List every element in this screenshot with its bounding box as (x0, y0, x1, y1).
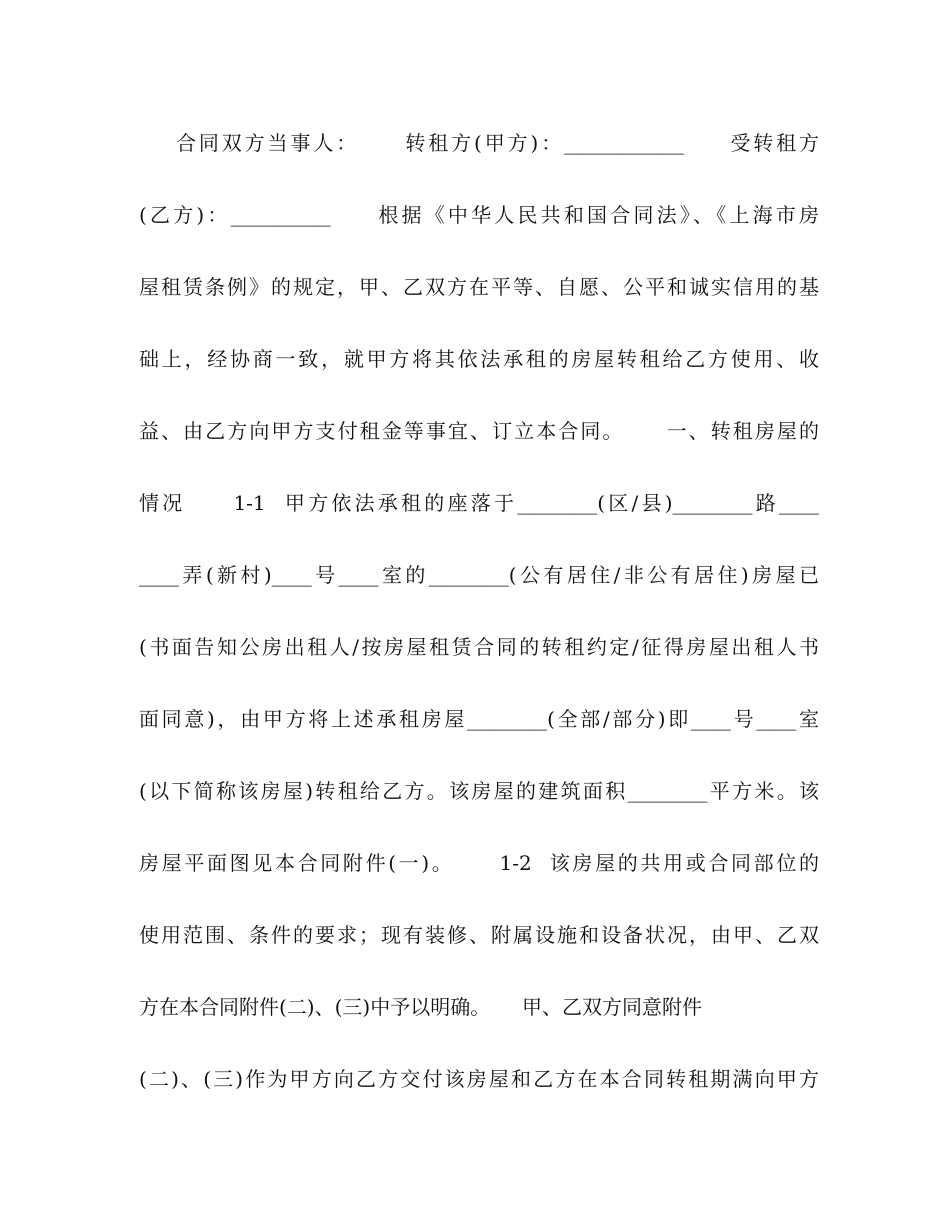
text-line: 合同双方当事人： 转租方(甲方)：____________ 受转租方 (139, 131, 819, 155)
text-line: (书面告知公房出租人/按房屋租赁合同的转租约定/征得房屋出租人书 (139, 635, 819, 659)
text-line: 屋租赁条例》的规定，甲、乙双方在平等、自愿、公平和诚实信用的基 (139, 275, 819, 299)
text-line: (乙方)：__________ 根据《中华人民共和国合同法》、《上海市房 (139, 203, 819, 227)
text-line: ____弄(新村)____号____室的________(公有居住/非公有居住)房屋已 (139, 563, 819, 587)
text-line: 础上，经协商一致，就甲方将其依法承租的房屋转租给乙方使用、收 (139, 347, 819, 371)
text-line: 面同意)，由甲方将上述承租房屋________(全部/部分)即____号____室 (139, 707, 819, 731)
contract-body-text (139, 122, 819, 1130)
text-line: (二)、(三)作为甲方向乙方交付该房屋和乙方在本合同转租期满向甲方 (139, 1067, 819, 1091)
text-line: (以下简称该房屋)转租给乙方。该房屋的建筑面积________平方米。该 (139, 779, 819, 803)
text-line: 房屋平面图见本合同附件(一)。 1-2 该房屋的共用或合同部位的 (139, 851, 819, 875)
text-line: 使用范围、条件的要求；现有装修、附属设施和设备状况，由甲、乙双 (139, 923, 819, 947)
text-line: 方在本合同附件(二)、(三)中予以明确。 甲、乙双方同意附件 (139, 995, 702, 1019)
text-line: 益、由乙方向甲方支付租金等事宜、订立本合同。 一、转租房屋的 (139, 419, 819, 443)
text-line: 情况 1-1 甲方依法承租的座落于________(区/县)________路____ (139, 491, 819, 515)
